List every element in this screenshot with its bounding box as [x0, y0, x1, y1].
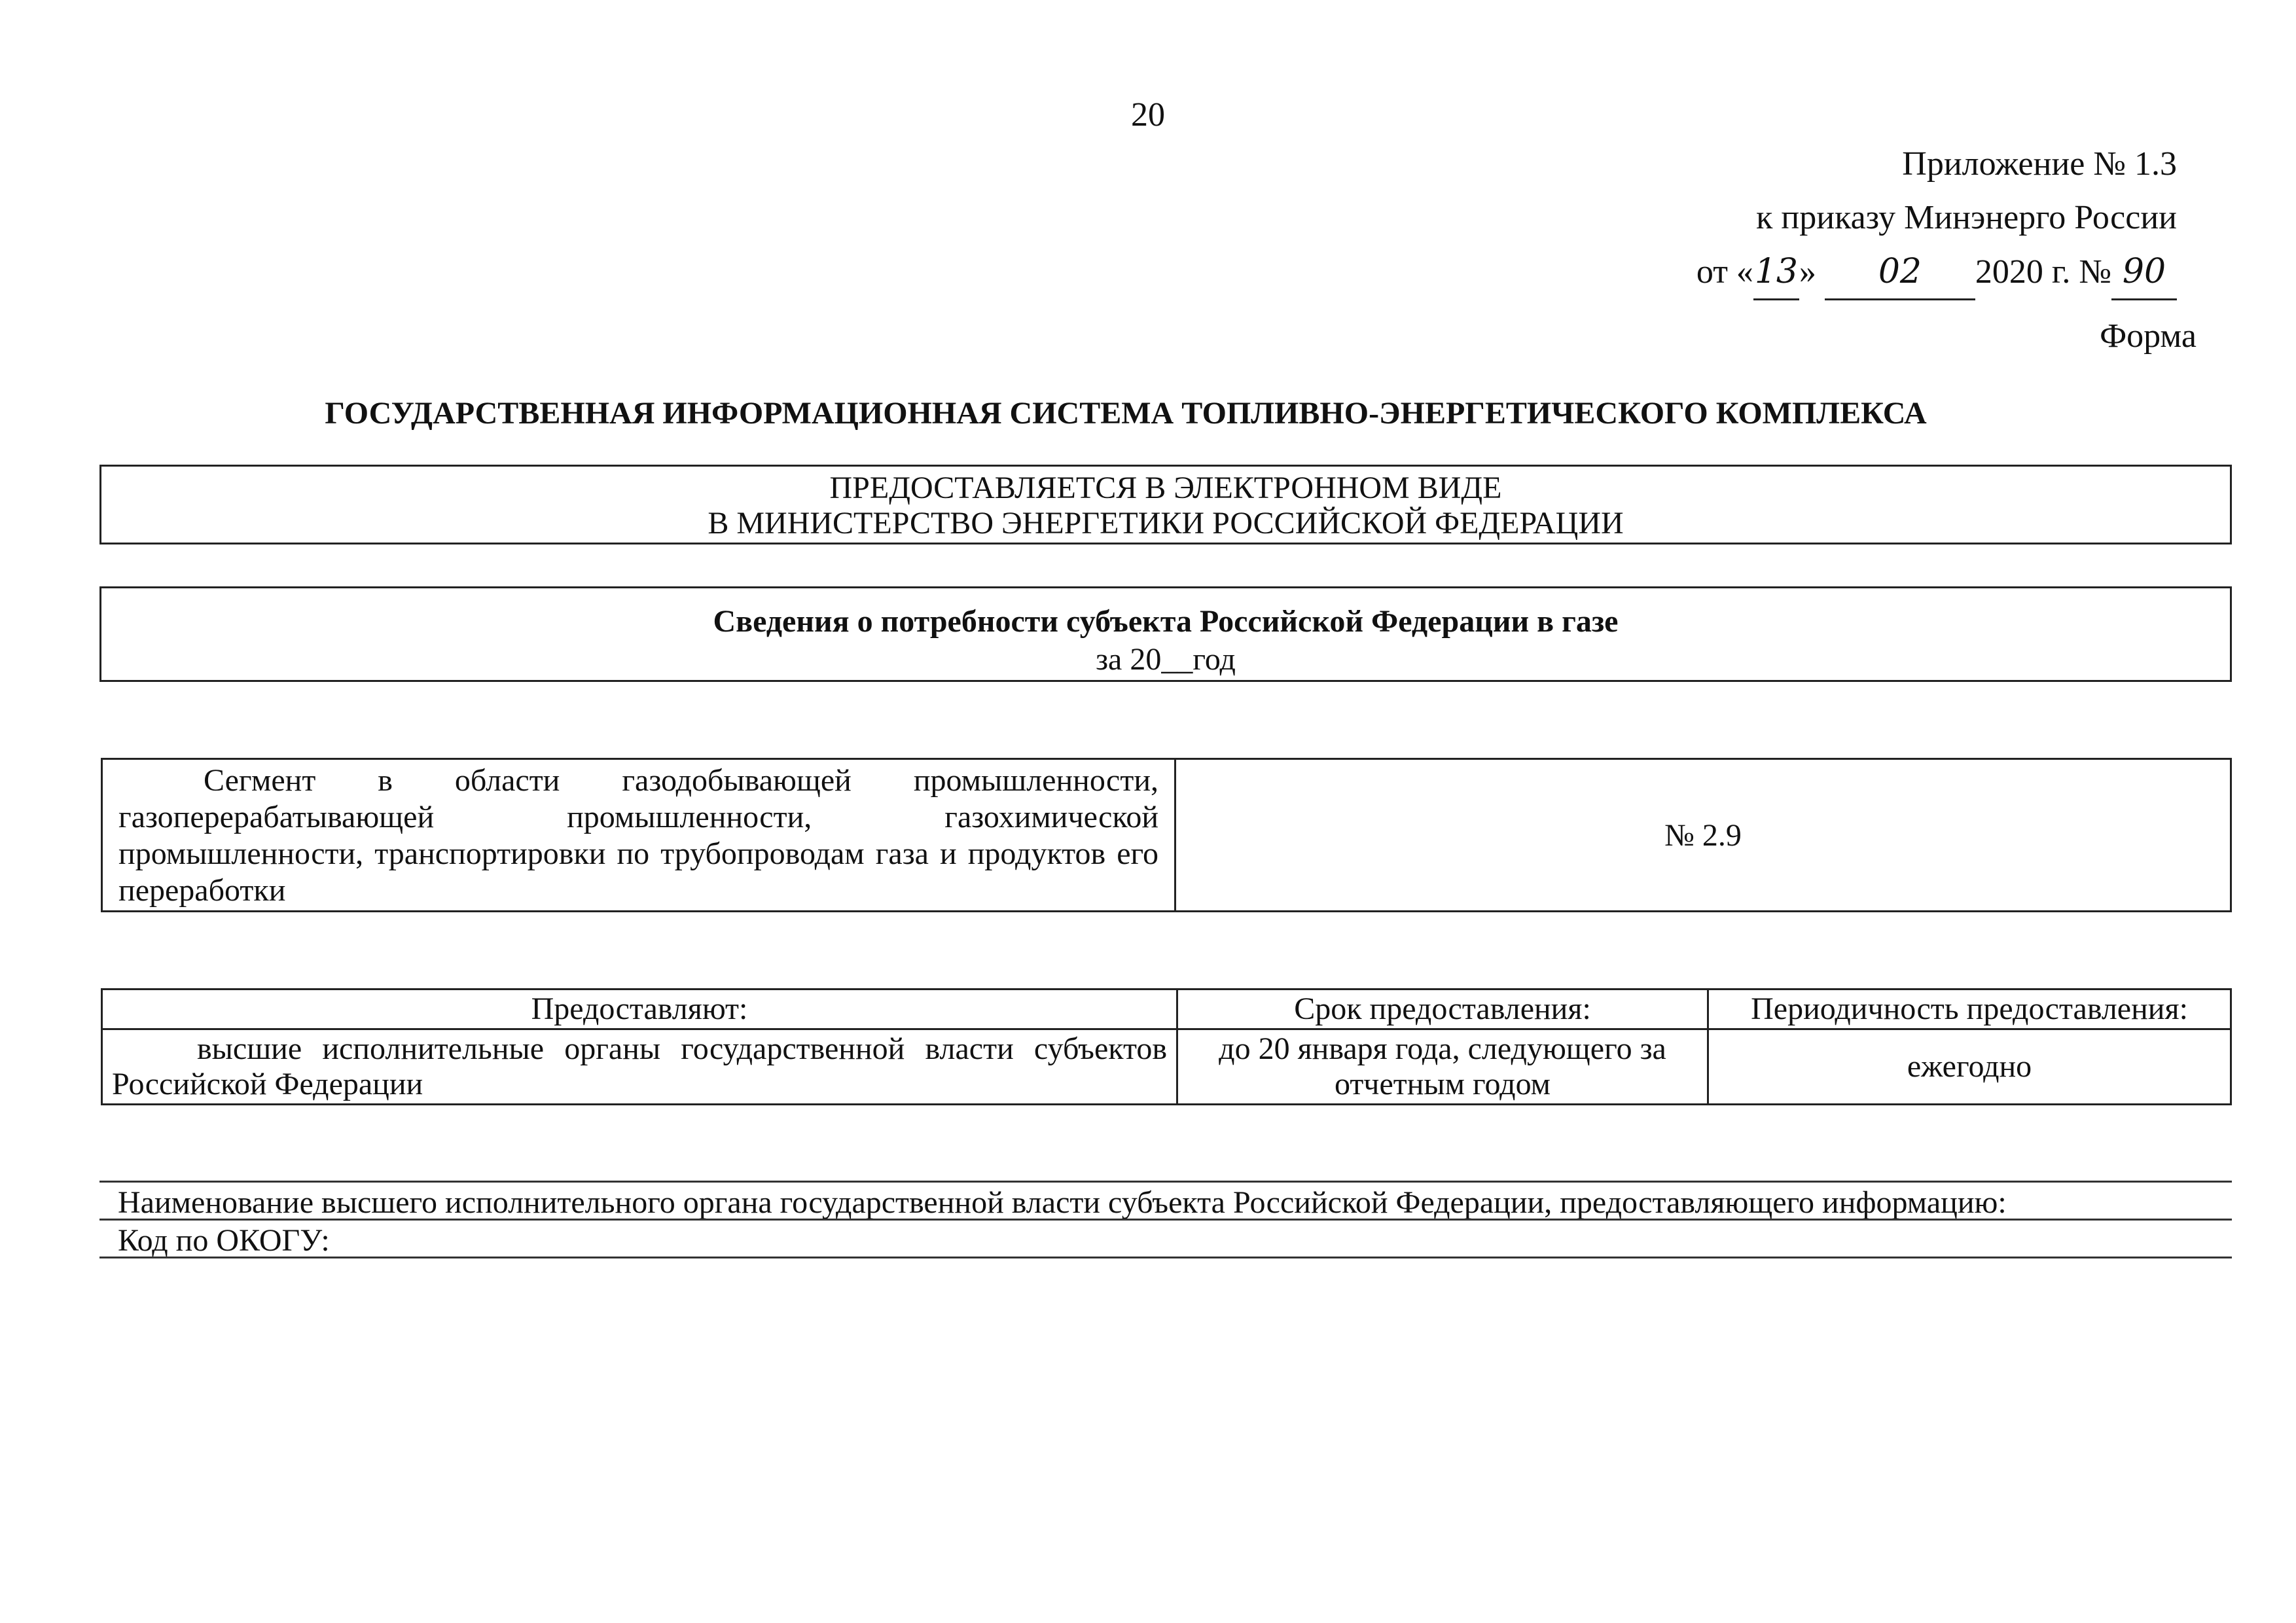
appendix-order-ref: к приказу Минэнерго России	[1756, 199, 2177, 236]
submission-line-1: ПРЕДОСТАВЛЯЕТСЯ В ЭЛЕКТРОННОМ ВИДЕ	[829, 471, 1502, 505]
page-number: 20	[1131, 96, 1165, 134]
date-prefix: от «	[1696, 253, 1753, 291]
appendix-date-line	[1588, 245, 2177, 300]
providers-table	[101, 988, 2232, 1105]
header-periodicity: Периодичность предоставления:	[1708, 990, 2231, 1029]
cell-providers	[102, 1029, 1177, 1105]
divider-bottom	[99, 1257, 2232, 1258]
divider-middle	[99, 1219, 2232, 1221]
segment-text: Сегмент в области газодобывающей промышленности, газоперерабатывающей промышленности, газохимической промышленности, транспортировки по трубопроводам газа и продуктов его переработки	[118, 763, 1158, 908]
segment-description	[103, 760, 1176, 910]
date-month-handwritten: 02	[1825, 245, 1975, 300]
table-row	[102, 1029, 2231, 1105]
report-period: за 20__год	[1096, 642, 1236, 677]
table-header-row	[102, 990, 2231, 1029]
report-title-box	[99, 586, 2232, 682]
organ-name-label: Наименование высшего исполнительного органа государственной власти субъекта Российской Федерации, предоставляющего информацию:	[118, 1185, 2007, 1220]
submission-line-2: В МИНИСТЕРСТВО ЭНЕРГЕТИКИ РОССИЙСКОЙ ФЕДЕРАЦИИ	[708, 506, 1624, 541]
appendix-title: Приложение № 1.3	[1902, 145, 2177, 183]
date-day-handwritten: 13	[1753, 245, 1799, 300]
segment-box	[101, 758, 2232, 912]
header-deadline: Срок предоставления:	[1177, 990, 1708, 1029]
header-providers: Предоставляют:	[102, 990, 1177, 1029]
segment-number: № 2.9	[1664, 817, 1742, 853]
divider-top	[99, 1181, 2232, 1183]
form-label: Форма	[2100, 317, 2197, 355]
okogu-label: Код по ОКОГУ:	[118, 1223, 330, 1258]
date-mid: »	[1799, 253, 1816, 291]
order-number-handwritten: 90	[2111, 245, 2177, 300]
system-title: ГОСУДАРСТВЕННАЯ ИНФОРМАЦИОННАЯ СИСТЕМА ТОПЛИВНО-ЭНЕРГЕТИЧЕСКОГО КОМПЛЕКСА	[325, 396, 1927, 431]
cell-providers-text: высшие исполнительные органы государственной власти субъектов Российской Федерации	[112, 1031, 1167, 1101]
submission-box	[99, 465, 2232, 544]
cell-deadline: до 20 января года, следующего за отчетным годом	[1177, 1029, 1708, 1105]
report-title: Сведения о потребности субъекта Российской Федерации в газе	[713, 604, 1619, 639]
date-year: 2020 г. №	[1975, 253, 2111, 291]
appendix-block	[1588, 137, 2177, 300]
cell-periodicity: ежегодно	[1708, 1029, 2231, 1105]
